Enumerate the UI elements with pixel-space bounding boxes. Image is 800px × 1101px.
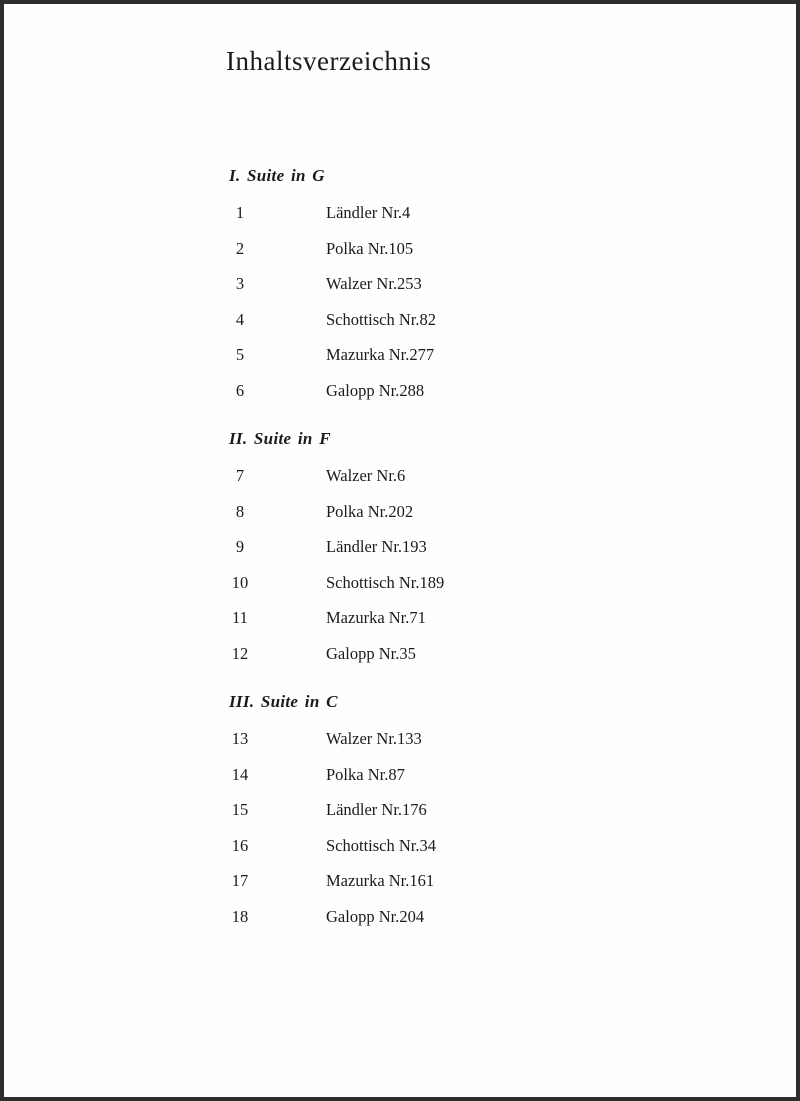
toc-entry bbox=[229, 538, 649, 574]
entry-title: Schottisch Nr.34 bbox=[326, 835, 436, 855]
entry-number: 9 bbox=[235, 537, 245, 557]
toc-entry bbox=[229, 382, 649, 418]
entry-title: Walzer Nr.133 bbox=[326, 728, 422, 748]
toc-entry bbox=[229, 503, 649, 539]
entry-title: Galopp Nr.288 bbox=[326, 380, 425, 400]
section-heading: II. Suite in F bbox=[229, 428, 331, 448]
entry-title: Schottisch Nr.82 bbox=[326, 309, 436, 329]
toc-entry bbox=[229, 837, 649, 873]
entry-title: Ländler Nr.193 bbox=[326, 537, 427, 557]
entry-number: 11 bbox=[232, 608, 248, 628]
entry-title: Ländler Nr.176 bbox=[326, 800, 427, 820]
entry-number: 2 bbox=[235, 238, 245, 258]
toc-entry bbox=[229, 766, 649, 802]
entry-title: Polka Nr.105 bbox=[326, 238, 414, 258]
toc-entry bbox=[229, 467, 649, 503]
suite-section-3 bbox=[229, 693, 649, 944]
entry-title: Mazurka Nr.277 bbox=[326, 345, 435, 365]
toc-entry bbox=[229, 801, 649, 837]
page-title: Inhaltsverzeichnis bbox=[226, 46, 432, 76]
toc-entry bbox=[229, 645, 649, 681]
entry-title: Schottisch Nr.189 bbox=[326, 572, 445, 592]
toc-entry bbox=[229, 730, 649, 766]
entry-number: 3 bbox=[235, 274, 245, 294]
section-heading: I. Suite in G bbox=[229, 166, 325, 185]
toc-entry bbox=[229, 574, 649, 610]
entry-title: Mazurka Nr.161 bbox=[326, 871, 435, 891]
entry-number: 6 bbox=[235, 380, 245, 400]
entry-number: 18 bbox=[231, 906, 249, 926]
entry-number: 16 bbox=[231, 835, 249, 855]
entry-number: 17 bbox=[231, 871, 249, 891]
entry-number: 14 bbox=[231, 764, 249, 784]
entry-title: Polka Nr.87 bbox=[326, 764, 405, 784]
toc-entry bbox=[229, 346, 649, 382]
entry-number: 1 bbox=[235, 203, 245, 222]
entry-title: Polka Nr.202 bbox=[326, 501, 414, 521]
toc-entry bbox=[229, 204, 649, 240]
entry-number: 10 bbox=[231, 572, 249, 592]
entry-title: Galopp Nr.204 bbox=[326, 906, 425, 926]
suite-section-1 bbox=[229, 167, 649, 418]
entry-number: 8 bbox=[235, 501, 245, 521]
entry-title: Galopp Nr.35 bbox=[326, 643, 416, 663]
toc-entry bbox=[229, 311, 649, 347]
entry-title: Walzer Nr.253 bbox=[326, 274, 422, 294]
entry-number: 13 bbox=[231, 728, 249, 748]
entry-number: 15 bbox=[231, 800, 249, 820]
entry-number: 5 bbox=[235, 345, 245, 365]
toc-entry bbox=[229, 609, 649, 645]
toc-entry bbox=[229, 872, 649, 908]
suite-section-2 bbox=[229, 430, 649, 681]
toc-entry bbox=[229, 908, 649, 944]
entry-number: 12 bbox=[231, 643, 249, 663]
toc-entry bbox=[229, 275, 649, 311]
toc-entry bbox=[229, 240, 649, 276]
entry-number: 4 bbox=[235, 309, 245, 329]
entry-title: Walzer Nr.6 bbox=[326, 465, 406, 485]
entry-title: Mazurka Nr.71 bbox=[326, 608, 426, 628]
entry-number: 7 bbox=[235, 465, 245, 485]
entry-title: Ländler Nr.4 bbox=[326, 203, 411, 222]
section-heading: III. Suite in C bbox=[229, 691, 338, 711]
table-of-contents bbox=[229, 167, 649, 943]
